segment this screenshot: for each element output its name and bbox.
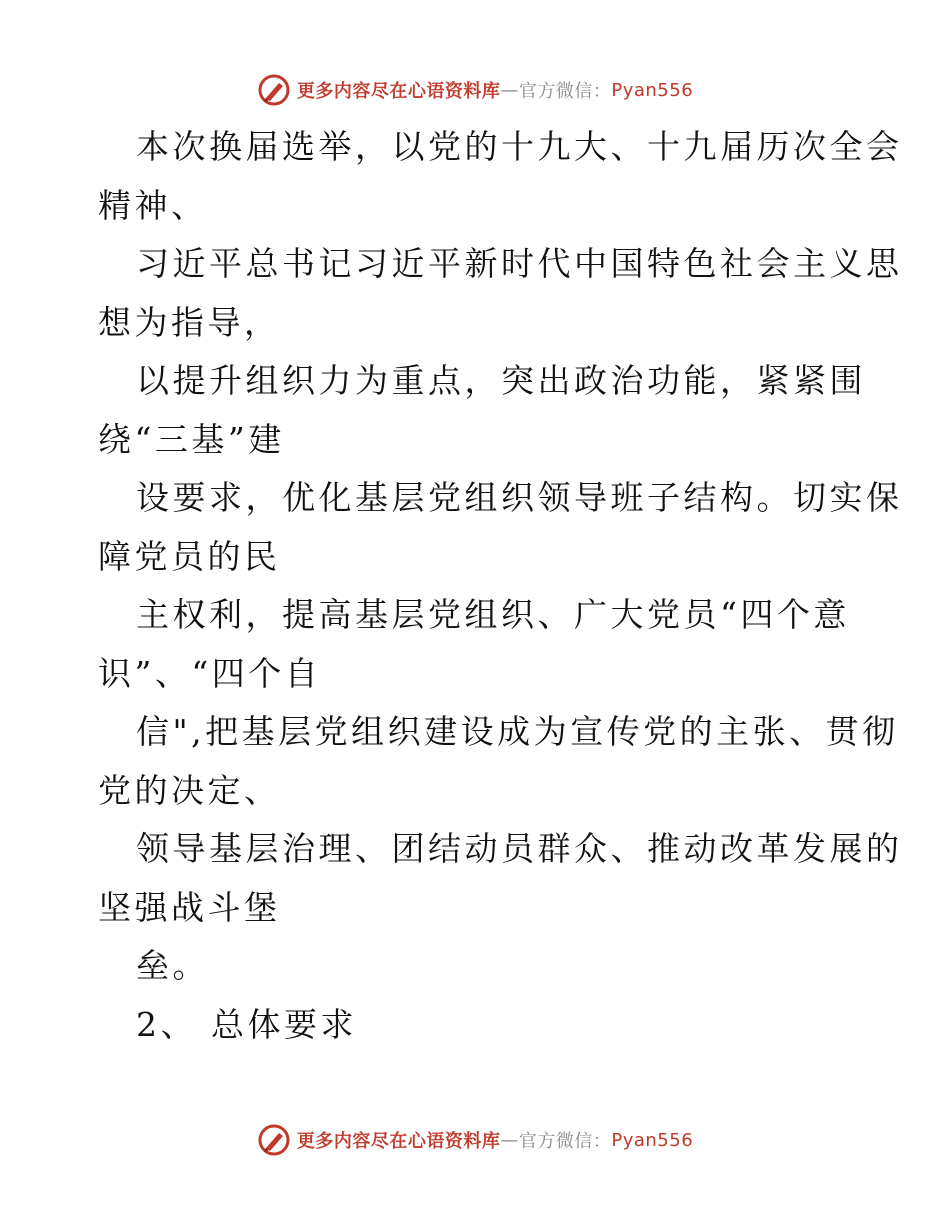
body-line: 精神、	[98, 185, 208, 225]
body-line: 设要求，优化基层党组织领导班子结构。切实保	[136, 478, 903, 517]
watermark-wechat-id: Pyan556	[611, 79, 694, 101]
body-line: 坚强战斗堡	[98, 887, 281, 927]
watermark-wechat-label: 官方微信：	[518, 81, 612, 102]
body-line: 绕“三基”建	[98, 419, 285, 459]
body-line: 党的决定、	[98, 770, 281, 810]
pen-logo-icon	[257, 1123, 291, 1157]
footer-watermark	[0, 1120, 950, 1160]
watermark-main-text: 更多内容尽在心语资料库	[296, 1131, 501, 1152]
watermark-dash: —	[500, 79, 519, 101]
document-body	[98, 118, 903, 1054]
body-line: 习近平总书记习近平新时代中国特色社会主义思	[136, 244, 903, 283]
section-heading: 2、 总体要求	[136, 1004, 357, 1044]
body-line: 想为指导，	[98, 302, 281, 342]
pen-logo-icon	[257, 73, 291, 107]
body-line: 以提升组织力为重点，突出政治功能，紧紧围	[136, 361, 866, 400]
body-line: 垒。	[136, 946, 209, 985]
body-line: 主权利，提高基层党组织、广大党员“四个意	[136, 595, 850, 634]
body-line: 识”、“四个自	[98, 653, 322, 693]
watermark-main-text: 更多内容尽在心语资料库	[296, 81, 501, 102]
body-line: 障党员的民	[98, 536, 281, 576]
watermark-wechat-id: Pyan556	[611, 1129, 694, 1151]
watermark-wechat-label: 官方微信：	[518, 1131, 612, 1152]
body-line: 信",把基层党组织建设成为宣传党的主张、贯彻	[136, 712, 899, 751]
body-line: 本次换届选举，以党的十九大、十九届历次全会	[136, 127, 903, 166]
body-line: 领导基层治理、团结动员群众、推动改革发展的	[136, 829, 903, 868]
header-watermark	[0, 70, 950, 110]
watermark-dash: —	[500, 1129, 519, 1151]
